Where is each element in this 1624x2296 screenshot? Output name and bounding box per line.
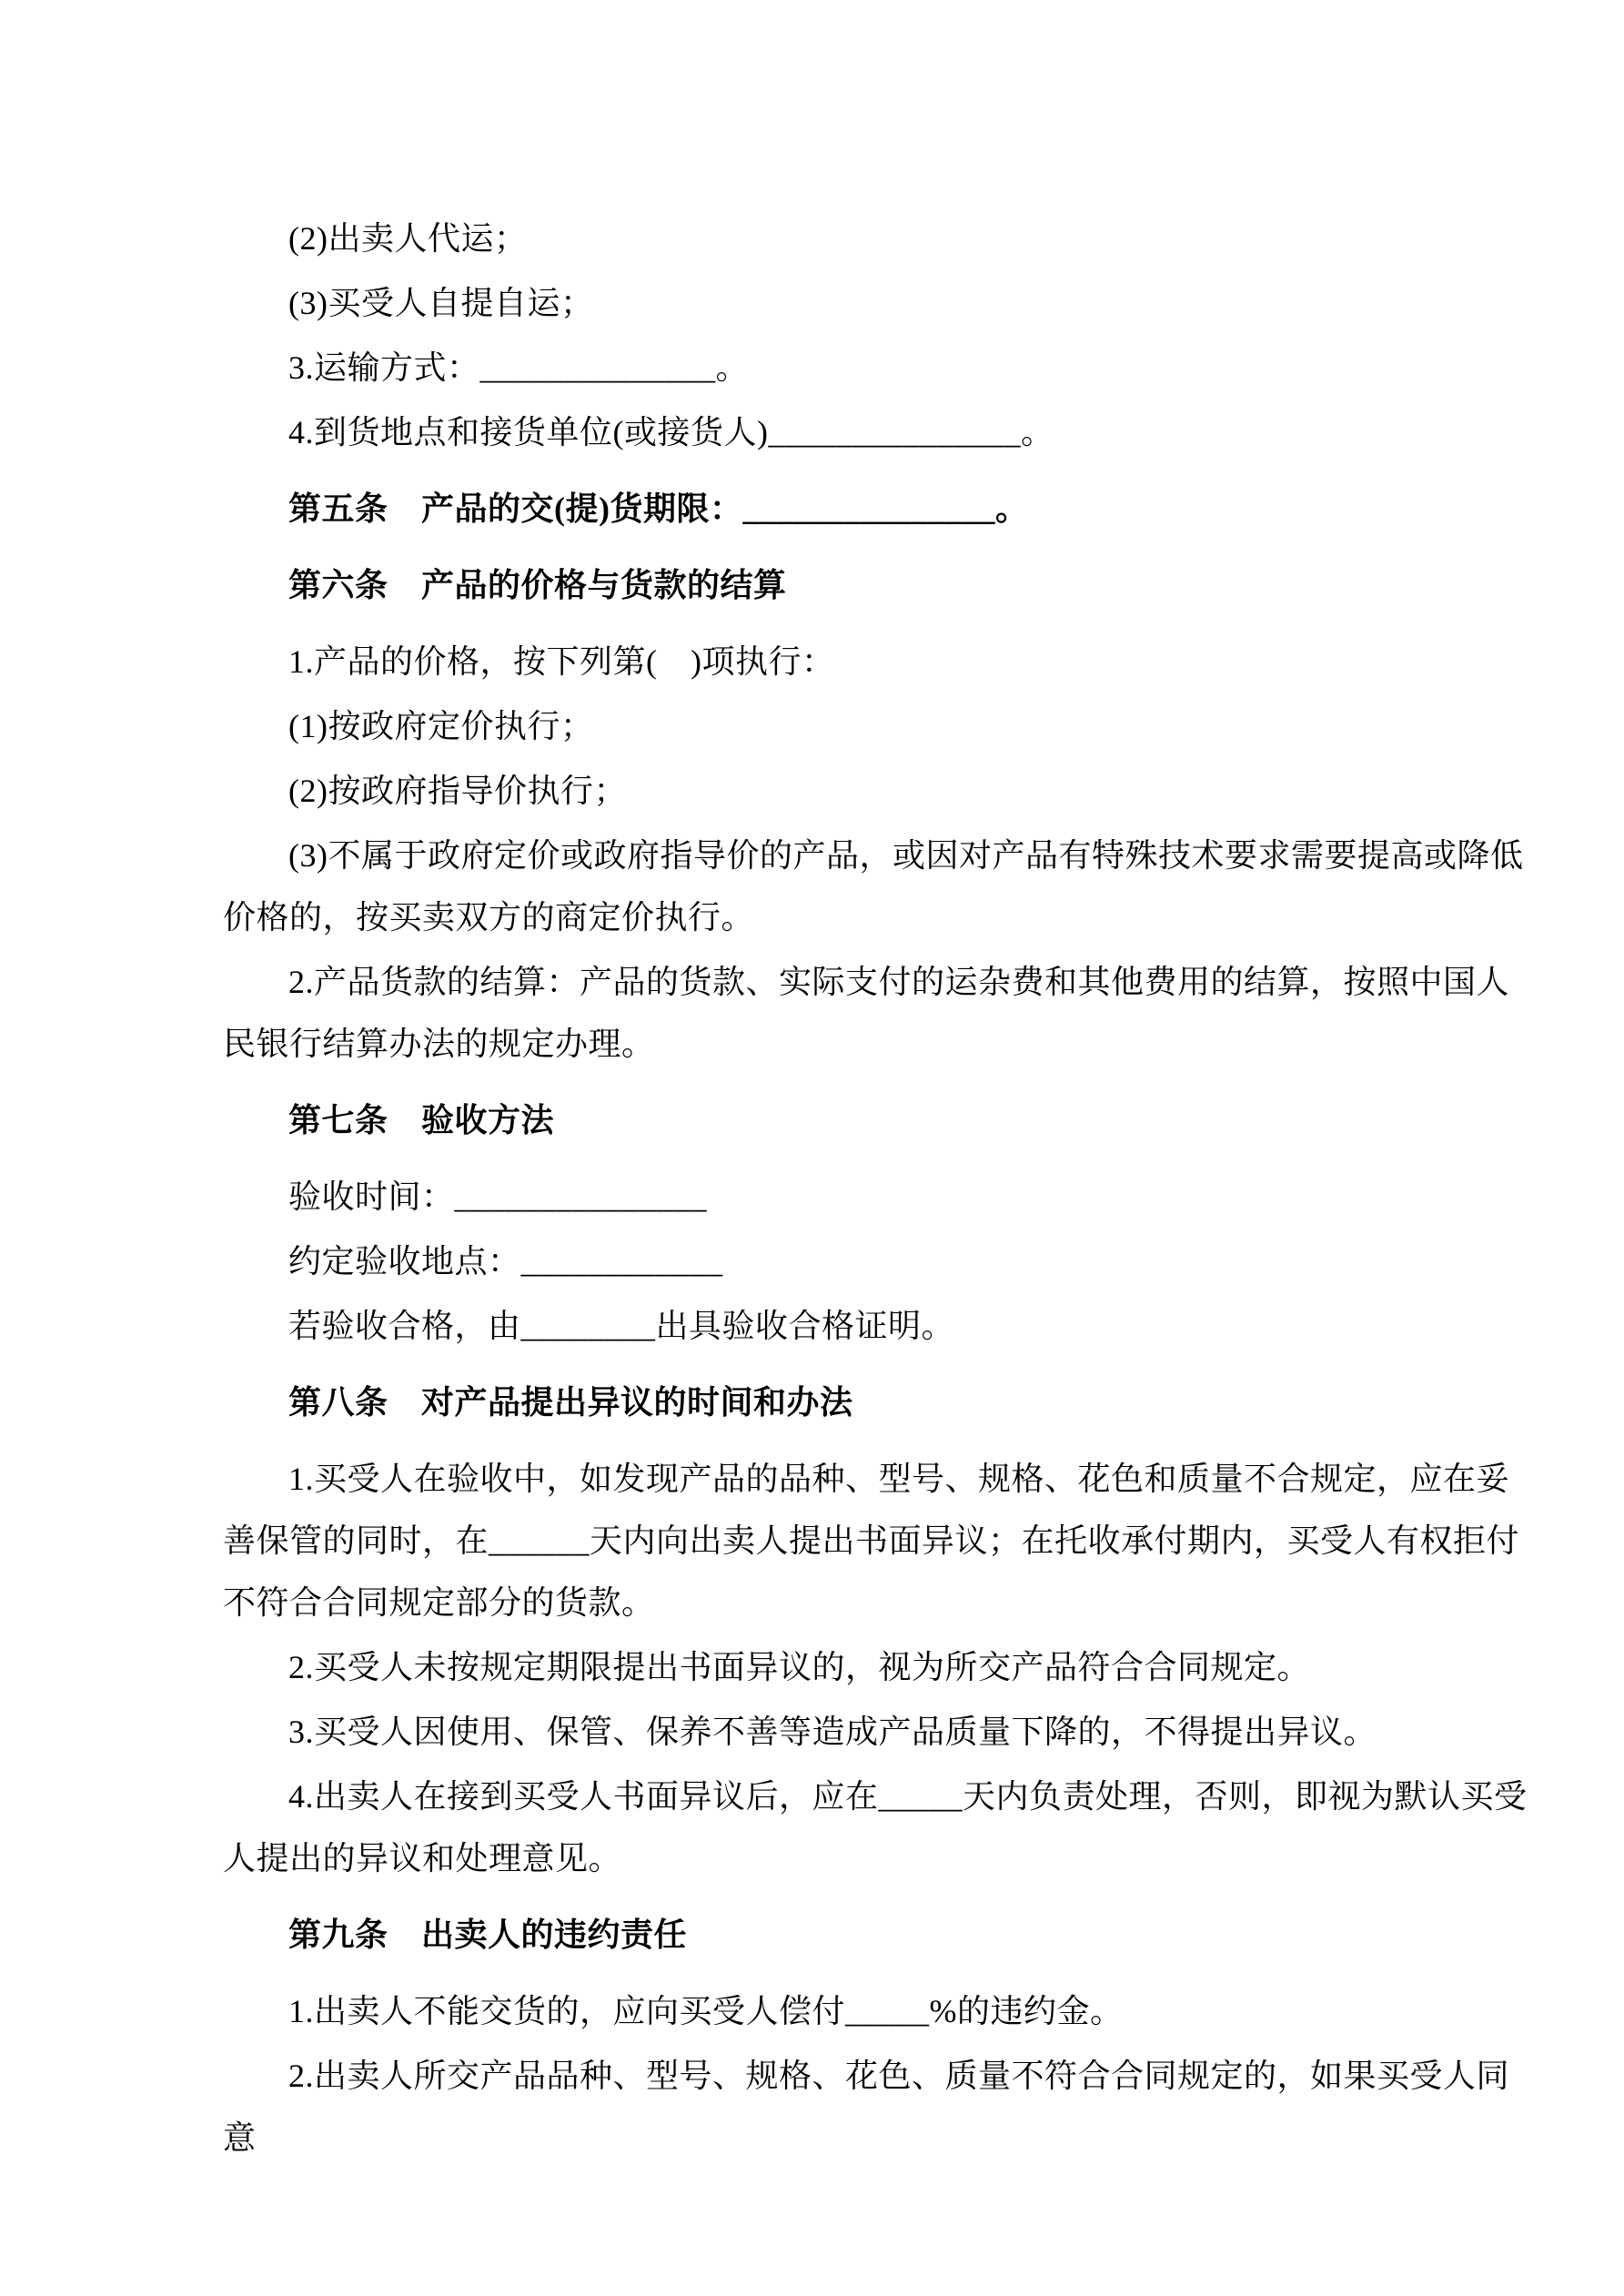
clause-6-heading: 第六条 产品的价格与货款的结算	[288, 567, 787, 603]
paragraph-price-option-1: (1)按政府定价执行；	[288, 708, 594, 744]
paragraph-breach-item-2: 2.出卖人所交产品品种、型号、规格、花色、质量不符合合同规定的，如果买受人同意	[223, 2058, 1510, 2156]
paragraph-price-option-3: (3)不属于政府定价或政府指导价的产品，或因对产品有特殊技术要求需要提高或降低价格的，按买卖双方的商定价执行。	[223, 837, 1524, 936]
paragraph-shipping-option-2: (2)出卖人代运；	[288, 220, 528, 257]
paragraph-breach-item-1: 1.出卖人不能交货的，应向买受人偿付_____%的违约金。	[288, 1993, 1124, 2029]
clause-5-heading: 第五条 产品的交(提)货期限：_______________。	[288, 491, 1029, 527]
paragraph-objection-item-2: 2.买受人未按规定期限提出书面异议的，视为所交产品符合合同规定。	[288, 1649, 1311, 1685]
paragraph-objection-item-4: 4.出卖人在接到买受人书面异议后，应在_____天内负责处理，否则，即视为默认买受人提出的异议和处理意见。	[223, 1778, 1528, 1876]
paragraph-objection-item-1: 1.买受人在验收中，如发现产品的品种、型号、规格、花色和质量不合规定，应在妥善保管的同时，在______天内向出卖人提出书面异议；在托收承付期内，买受人有权拒付不符合合同规定部分的货款。	[223, 1461, 1520, 1621]
paragraph-payment-settlement: 2.产品货款的结算：产品的货款、实际支付的运杂费和其他费用的结算，按照中国人民银行结算办法的规定办理。	[223, 964, 1510, 1062]
paragraph-shipping-option-3: (3)买受人自提自运；	[288, 285, 594, 321]
clause-7-heading: 第七条 验收方法	[288, 1102, 555, 1138]
paragraph-inspection-location: 约定验收地点：____________	[288, 1243, 723, 1279]
clause-9-heading: 第九条 出卖人的违约责任	[288, 1917, 688, 1953]
paragraph-price-option-2: (2)按政府指导价执行；	[288, 773, 627, 809]
paragraph-inspection-time: 验收时间：_______________	[288, 1178, 708, 1215]
clause-8-heading: 第八条 对产品提出异议的时间和办法	[288, 1384, 853, 1421]
paragraph-price-item-1: 1.产品的价格，按下列第( )项执行：	[288, 643, 835, 680]
paragraph-transport-method: 3.运输方式：______________。	[288, 349, 750, 386]
paragraph-objection-item-3: 3.买受人因使用、保管、保养不善等造成产品质量下降的，不得提出异议。	[288, 1714, 1377, 1750]
paragraph-inspection-certificate: 若验收合格，由________出具验收合格证明。	[288, 1308, 955, 1344]
paragraph-delivery-location: 4.到货地点和接货单位(或接货人)_______________。	[288, 414, 1054, 450]
